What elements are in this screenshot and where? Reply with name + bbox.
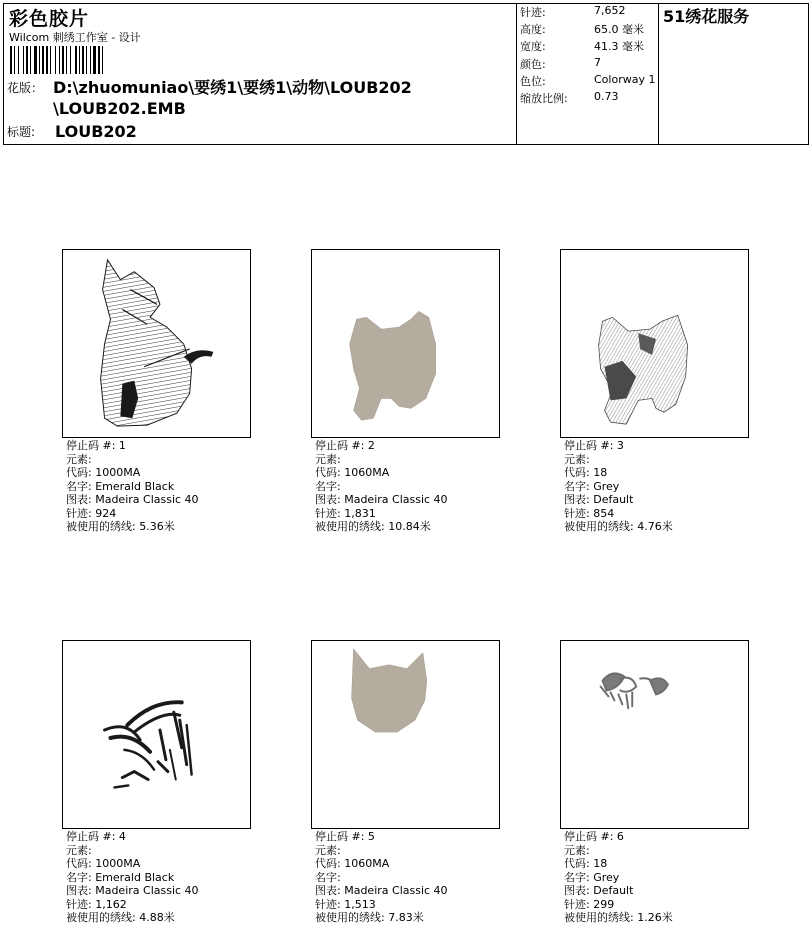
cat-head-fill-icon	[312, 641, 499, 828]
code-value: 18	[593, 857, 608, 870]
chart-value: Madeira Classic 40	[344, 884, 448, 897]
cat-eyes-detail-icon	[561, 641, 748, 828]
swatch-5	[311, 640, 500, 829]
code-value: 1000MA	[95, 857, 141, 870]
code-value: 1060MA	[344, 466, 390, 479]
thread-used-value: 1.26米	[637, 911, 673, 924]
stitches-value: 1,831	[344, 506, 376, 520]
thread-used-label: 被使用的绣线:	[66, 520, 136, 533]
code-value: 18	[593, 466, 608, 479]
stitches-value: 299	[593, 897, 615, 911]
stat-value-width: 41.3 毫米	[594, 40, 644, 53]
thread-used-label: 被使用的绣线:	[564, 911, 634, 924]
stop-label: 停止码 #:	[66, 830, 116, 843]
barcode-icon	[10, 46, 156, 74]
stop-label: 停止码 #:	[315, 830, 365, 843]
stop-label: 停止码 #:	[564, 830, 614, 843]
name-label: 名字:	[315, 870, 341, 884]
stitches-label: 针迹:	[564, 506, 590, 520]
thread-used-value: 4.76米	[637, 520, 673, 533]
name-value: Grey	[593, 479, 620, 493]
code-label: 代码:	[564, 466, 590, 479]
swatch-1	[62, 249, 251, 438]
design-title: LOUB202	[55, 122, 137, 141]
name-value: Emerald Black	[95, 479, 175, 493]
stat-label-height: 高度:	[520, 23, 546, 36]
name-value: Emerald Black	[95, 870, 175, 884]
chart-value: Madeira Classic 40	[95, 884, 199, 897]
name-label: 名字:	[66, 870, 92, 884]
chart-value: Default	[593, 493, 634, 506]
swatch-2	[311, 249, 500, 438]
chart-value: Madeira Classic 40	[344, 493, 448, 506]
chart-label: 图表:	[564, 493, 590, 506]
stop-value: 3	[616, 439, 624, 452]
swatch-info-1	[66, 439, 199, 534]
stitches-label: 针迹:	[66, 897, 92, 911]
chart-value: Default	[593, 884, 634, 897]
stat-label-width: 宽度:	[520, 40, 546, 53]
chart-label: 图表:	[66, 884, 92, 897]
stat-label-stitches: 针迹:	[520, 6, 546, 19]
name-label: 名字:	[315, 479, 341, 493]
stop-label: 停止码 #:	[315, 439, 365, 452]
stat-value-colors: 7	[594, 56, 601, 69]
stop-value: 6	[616, 830, 624, 843]
stop-label: 停止码 #:	[66, 439, 116, 452]
swatch-info-5	[315, 830, 448, 925]
stitches-value: 1,162	[95, 897, 127, 911]
code-value: 1060MA	[344, 857, 390, 870]
stop-value: 4	[118, 830, 126, 843]
code-label: 代码:	[564, 857, 590, 870]
name-value: Grey	[593, 870, 620, 884]
swatch-info-2	[315, 439, 448, 534]
app-subtitle: Wilcom 刺绣工作室 - 设计	[9, 31, 141, 44]
stop-value: 5	[367, 830, 375, 843]
thread-used-label: 被使用的绣线:	[315, 520, 385, 533]
chart-label: 图表:	[315, 493, 341, 506]
stat-value-height: 65.0 毫米	[594, 23, 644, 36]
code-label: 代码:	[66, 466, 92, 479]
element-label: 元素:	[564, 843, 590, 857]
swatch-info-4	[66, 830, 199, 925]
swatch-4	[62, 640, 251, 829]
code-label: 代码:	[315, 857, 341, 870]
stitches-label: 针迹:	[315, 506, 341, 520]
header-panel	[3, 3, 809, 145]
code-value: 1000MA	[95, 466, 141, 479]
thread-used-label: 被使用的绣线:	[315, 911, 385, 924]
stitches-value: 924	[95, 506, 117, 520]
page-title: 彩色胶片	[9, 8, 90, 30]
divider	[658, 4, 659, 144]
name-label: 名字:	[66, 479, 92, 493]
swatch-6	[560, 640, 749, 829]
stitches-label: 针迹:	[66, 506, 92, 520]
element-label: 元素:	[66, 843, 92, 857]
chart-label: 图表:	[564, 884, 590, 897]
chart-label: 图表:	[66, 493, 92, 506]
stat-value-colorway: Colorway 1	[594, 73, 656, 86]
swatch-info-6	[564, 830, 673, 925]
design-label: 花版：	[7, 81, 44, 95]
thread-used-label: 被使用的绣线:	[564, 520, 634, 533]
stat-value-stitches: 7,652	[594, 4, 626, 17]
stat-label-colorway: 色位:	[520, 75, 546, 88]
stat-label-colors: 颜色:	[520, 58, 546, 71]
chart-value: Madeira Classic 40	[95, 493, 199, 506]
swatch-3	[560, 249, 749, 438]
cat-sitting-outline-icon	[63, 250, 250, 437]
company-name: 51绣花服务	[663, 7, 750, 26]
divider	[516, 4, 517, 144]
stop-value: 2	[367, 439, 375, 452]
thread-used-value: 5.36米	[139, 520, 175, 533]
stop-value: 1	[118, 439, 126, 452]
thread-used-label: 被使用的绣线:	[66, 911, 136, 924]
stat-value-scale: 0.73	[594, 90, 619, 103]
stitches-value: 1,513	[344, 897, 376, 911]
name-label: 名字:	[564, 870, 590, 884]
element-label: 元素:	[315, 452, 341, 466]
name-label: 名字:	[564, 479, 590, 493]
cat-head-strokes-icon	[63, 641, 250, 828]
swatch-info-3	[564, 439, 673, 534]
title-label: 标题:	[7, 125, 36, 139]
stitches-label: 针迹:	[564, 897, 590, 911]
stitches-value: 854	[593, 506, 615, 520]
stitches-label: 针迹:	[315, 897, 341, 911]
element-label: 元素:	[564, 452, 590, 466]
element-label: 元素:	[66, 452, 92, 466]
design-path	[53, 77, 412, 119]
design-path-line-2: \LOUB202.EMB	[53, 99, 186, 118]
design-path-line-1: D:\zhuomuniao\要绣1\要绣1\动物\LOUB202	[53, 78, 412, 97]
stat-label-scale: 缩放比例:	[520, 92, 568, 105]
thread-used-value: 10.84米	[388, 520, 431, 533]
thread-used-value: 4.88米	[139, 911, 175, 924]
thread-used-value: 7.83米	[388, 911, 424, 924]
cat-body-fill-icon	[312, 250, 499, 437]
stop-label: 停止码 #:	[564, 439, 614, 452]
cat-body-shading-icon	[561, 250, 748, 437]
code-label: 代码:	[315, 466, 341, 479]
element-label: 元素:	[315, 843, 341, 857]
chart-label: 图表:	[315, 884, 341, 897]
code-label: 代码:	[66, 857, 92, 870]
